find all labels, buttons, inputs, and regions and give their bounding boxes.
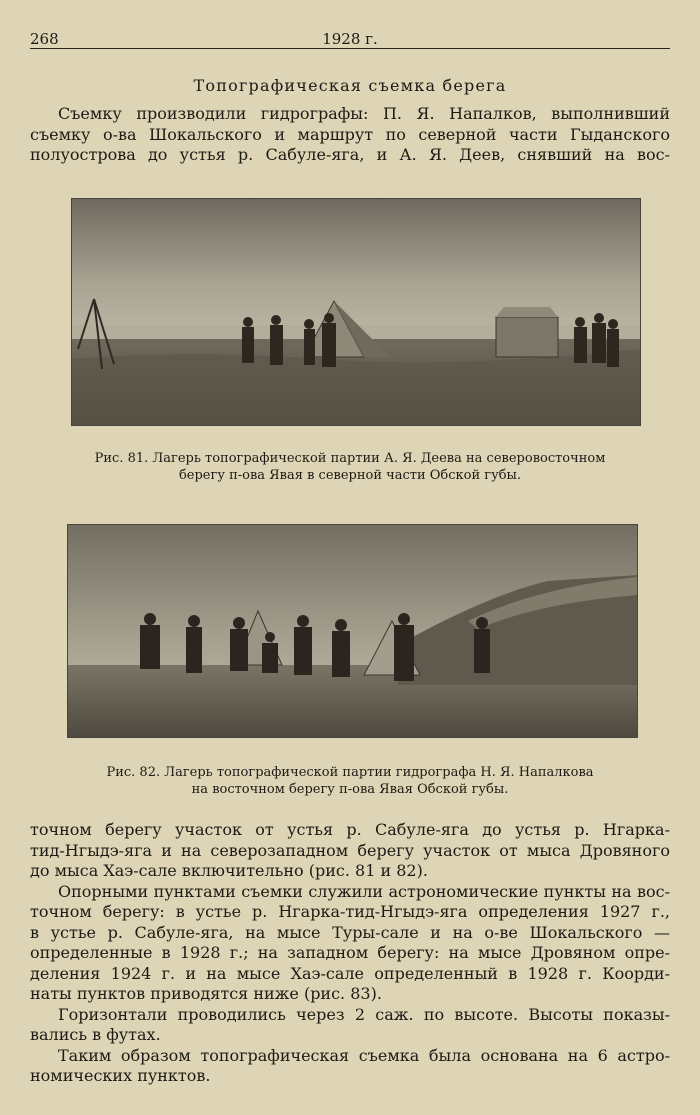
camp-photo-deev <box>72 199 640 425</box>
text-line: деления 1924 г. и на мысе Хаэ-сале определенный в 1928 г. Коорди- <box>30 963 670 983</box>
text-line: Горизонтали проводились через 2 саж. по высоте. Высоты показы- <box>58 1004 670 1024</box>
figure-82-caption <box>30 764 670 798</box>
running-header <box>30 28 670 48</box>
text-line: полуострова до устья р. Сабуле-яга, и А. Я. Деев, снявший на вос- <box>30 145 670 164</box>
text-line: до мыса Хаэ-сале включительно (рис. 81 и 82). <box>30 861 428 880</box>
header-rule <box>30 48 670 49</box>
text-line: номических пунктов. <box>30 1066 211 1085</box>
text-line: тид-Нгыдэ-яга и на северозападном берегу участок от мыса Дровяного <box>30 840 670 860</box>
figure-81-caption <box>30 450 670 484</box>
body-text <box>30 820 670 1087</box>
text-line: точном берегу: в устье р. Нгарка-тид-Нгыдэ-яга определения 1927 г., <box>30 902 670 921</box>
caption-line: Рис. 81. Лагерь топографической партии А. Я. Деева на северовосточном <box>94 451 606 466</box>
camp-photo-napalkov <box>68 525 637 737</box>
page-number: 268 <box>30 30 59 48</box>
caption-line: берегу п-ова Явая в северной части Обской губы. <box>178 468 522 483</box>
text-line: Таким образом топографическая съемка была основана на 6 астро- <box>58 1045 670 1065</box>
text-line: съемку о-ва Шокальского и маршрут по северной части Гыданского <box>30 124 670 144</box>
text-line: определенные в 1928 г.; на западном берегу: на мысе Дровяном опре- <box>30 943 670 962</box>
figure-81-photo <box>72 199 640 425</box>
intro-paragraph <box>30 104 670 166</box>
text-line: точном берегу участок от устья р. Сабуле-яга до устья р. Нгарка- <box>30 820 670 839</box>
section-title: Топографическая съемка берега <box>193 76 507 95</box>
caption-line: Рис. 82. Лагерь топографической партии гидрографа Н. Я. Напалкова <box>106 765 594 780</box>
text-line: в устье р. Сабуле-яга, на мысе Туры-сале и на о-ве Шокальского — <box>30 922 670 942</box>
text-line: Опорными пунктами съемки служили астрономические пункты на вос- <box>58 881 670 901</box>
text-line: вались в футах. <box>30 1025 161 1044</box>
text-line: наты пунктов приводятся ниже (рис. 83). <box>30 984 382 1003</box>
text-line: Съемку производили гидрографы: П. Я. Напалков, выполнивший <box>58 104 670 123</box>
figure-82-photo <box>68 525 637 737</box>
header-year: 1928 г. <box>322 30 378 48</box>
caption-line: на восточном берегу п-ова Явая Обской губы. <box>191 782 509 797</box>
